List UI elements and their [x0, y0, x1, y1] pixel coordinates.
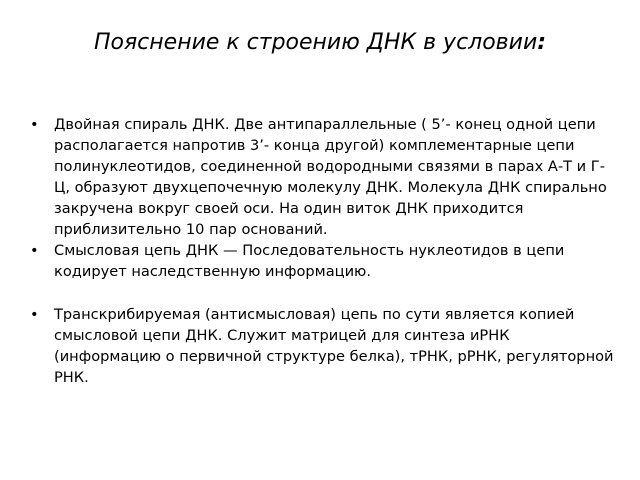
bullet-text: Транскрибируемая (антисмысловая) цепь по сути является копией смысловой цепи ДНК. Служит матрицей для синтеза иРНК (информацию о первичной структуре белка), тРНК, рРНК, регуляторной РНК.	[54, 306, 614, 386]
bullet-text: Двойная спираль ДНК. Две антипараллельные ( 5’- конец одной цепи располагается напротив 3’- конца другой) комплементарные цепи полинуклеотидов, соединенной водородными связями в парах А-Т и Г-Ц, образуют двухцепочечную молекулу ДНК. Молекула ДНК спирально закручена вокруг своей оси. На один виток ДНК приходится приблизительно 10 пар оснований.	[54, 116, 607, 238]
bullet-item-double-helix	[30, 114, 615, 240]
bullet-text: Смысловая цепь ДНК — Последовательность нуклеотидов в цепи кодирует наследственную информацию.	[54, 242, 565, 280]
bullet-point-icon: •	[30, 306, 39, 323]
bullet-item-template-strand	[30, 304, 615, 388]
bullet-point-icon: •	[30, 116, 39, 133]
slide-title	[0, 26, 640, 60]
slide-title-text: Пояснение к строению ДНК в условии	[93, 30, 538, 55]
bullet-list	[30, 114, 615, 388]
slide-title-colon: :	[537, 30, 547, 55]
bullet-item-sense-strand	[30, 240, 615, 282]
bullet-point-icon: •	[30, 242, 39, 259]
